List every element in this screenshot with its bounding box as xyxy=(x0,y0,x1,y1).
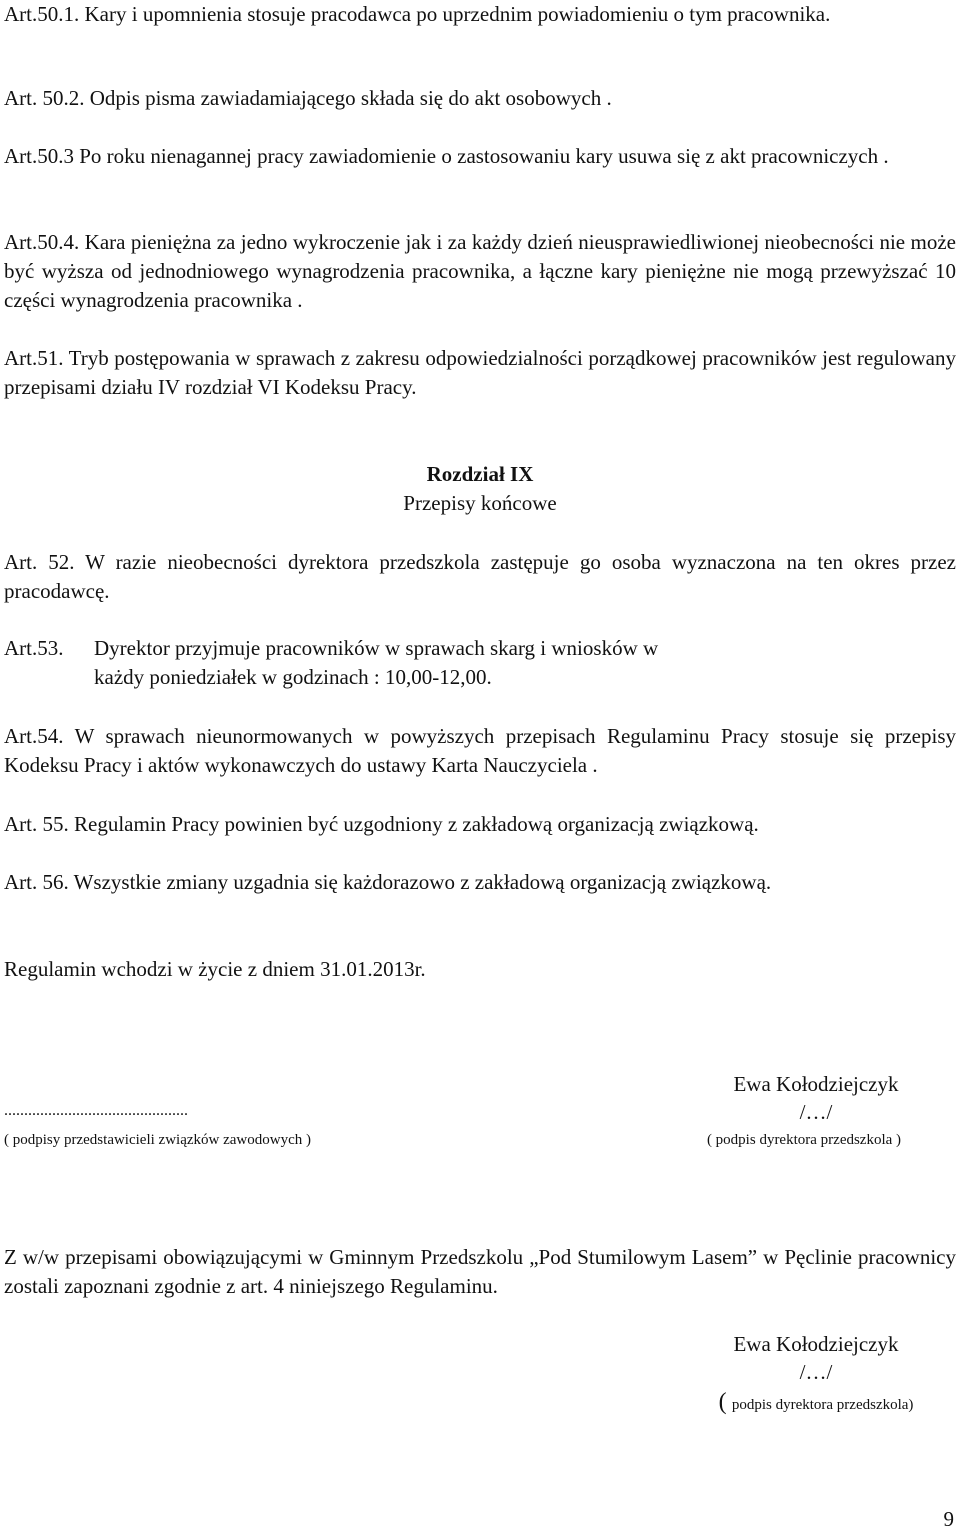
article-52 xyxy=(4,548,956,606)
signature-slash: /…/ xyxy=(799,1360,833,1384)
signature-block-1 xyxy=(4,1070,956,1150)
article-number: Art.54. xyxy=(4,724,64,748)
article-text: Odpis pisma zawiadamiającego składa się do akt osobowych . xyxy=(89,86,612,110)
article-text-line2: każdy poniedziałek w godzinach : 10,00-12,00. xyxy=(94,665,492,689)
article-text: Kary i upomnienia stosuje pracodawca po uprzednim powiadomieniu o tym pracownika. xyxy=(84,2,831,26)
article-number: Art. 52. xyxy=(4,550,75,574)
article-number: Art.51. xyxy=(4,346,64,370)
article-54 xyxy=(4,722,956,780)
caption-text: podpis dyrektora przedszkola) xyxy=(731,1397,914,1413)
article-50-1 xyxy=(4,0,956,29)
signature-slash: /…/ xyxy=(799,1100,833,1124)
acknowledgement-text: Z w/w przepisami obowiązującymi w Gminnym Przedszkolu „Pod Stumilowym Lasem” w Pęclinie pracownicy zostali zapoznani zgodnie z art. 4 niniejszego Regulaminu. xyxy=(4,1245,956,1298)
article-55: Art. 55. Regulamin Pracy powinien być uzgodniony z zakładową organizacją związkową. xyxy=(4,812,759,836)
director-signature-caption xyxy=(686,1388,946,1420)
article-50-2 xyxy=(4,84,956,113)
effective-date: Regulamin wchodzi w życie z dniem 31.01.2013r. xyxy=(4,957,426,981)
article-number: Art.50.4. xyxy=(4,230,80,254)
article-text: Po roku nienagannej pracy zawiadomienie o zastosowaniu kary usuwa się z akt pracowniczych . xyxy=(79,144,889,168)
chapter-subtitle: Przepisy końcowe xyxy=(403,491,557,515)
article-text: W sprawach nieunormowanych w powyższych przepisach Regulaminu Pracy stosuje się przepisy Kodeksu Pracy i aktów wykonawczych do ustawy Karta Nauczyciela . xyxy=(4,724,956,777)
article-text: W razie nieobecności dyrektora przedszkola zastępuje go osoba wyznaczona na ten okres przez pracodawcę. xyxy=(4,550,956,603)
page-number: 9 xyxy=(943,1507,954,1531)
article-number: Art.50.1. xyxy=(4,2,80,26)
article-number: Art.53. xyxy=(4,636,64,660)
caption-paren: ( xyxy=(718,1389,727,1415)
article-51 xyxy=(4,344,956,402)
article-50-4 xyxy=(4,228,956,315)
article-text: Kara pieniężna za jedno wykroczenie jak i za każdy dzień nieusprawiedliwionej nieobecności nie może być wyższa od jednodniowego wynagrodzenia pracownika, a łączne kary pieniężne nie mogą przewyższać 10 części wynagrodzenia pracownika . xyxy=(4,230,956,312)
article-text: Tryb postępowania w sprawach z zakresu odpowiedzialności porządkowej pracowników jest regulowany przepisami działu IV rozdział VI Kodeksu Pracy. xyxy=(4,346,956,399)
article-text-line1: Dyrektor przyjmuje pracowników w sprawach skarg i wniosków w xyxy=(94,636,659,660)
chapter-title: Rozdział IX xyxy=(426,462,534,486)
article-53 xyxy=(4,634,956,692)
signature-dots: .............................................. xyxy=(4,1102,188,1119)
director-name: Ewa Kołodziejczyk xyxy=(733,1072,899,1096)
article-56: Art. 56. Wszystkie zmiany uzgadnia się każdorazowo z zakładową organizacją związkową. xyxy=(4,870,772,894)
director-signature-caption: ( podpis dyrektora przedszkola ) xyxy=(706,1132,902,1148)
article-number: Art.50.3 xyxy=(4,144,74,168)
article-number: Art. 50.2. xyxy=(4,86,85,110)
signature-block-2 xyxy=(4,1330,956,1420)
union-signature-caption: ( podpisy przedstawicieli związków zawodowych ) xyxy=(4,1132,311,1148)
director-name: Ewa Kołodziejczyk xyxy=(733,1332,899,1356)
article-50-3 xyxy=(4,142,956,171)
